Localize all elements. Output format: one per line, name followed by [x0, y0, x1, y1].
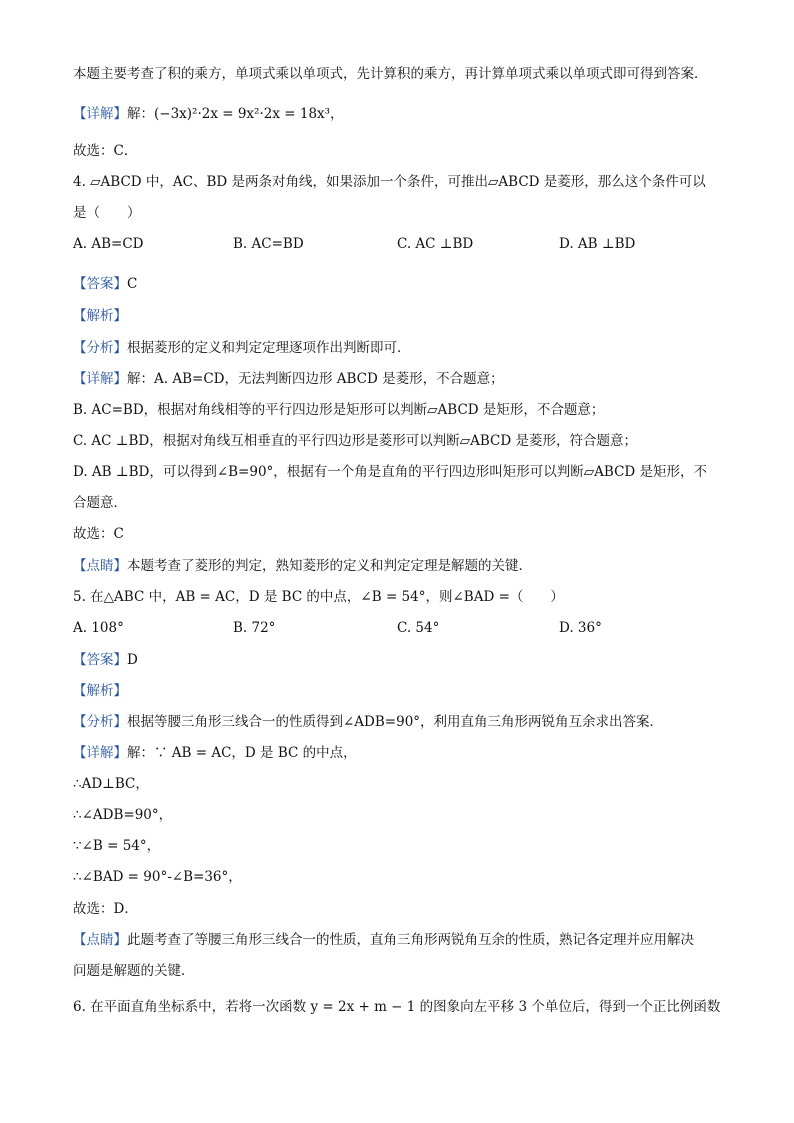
analysis-header	[73, 681, 127, 701]
text-content: 根据菱形的定义和判定定理逐项作出判断即可．	[127, 340, 411, 356]
q5-option-d: D. 36°	[559, 620, 602, 636]
text-line	[73, 930, 694, 950]
text-line: 故选：D．	[73, 901, 138, 917]
detail-tag: 【详解】	[73, 745, 127, 761]
question-4-stem: 4. ▱ABCD 中，AC、BD 是两条对角线，如果添加一个条件，可推出▱ABCD 是菱形，那么这个条件可以	[73, 174, 706, 190]
answer-value: C	[127, 276, 138, 292]
text-line	[73, 104, 344, 124]
analysis-tag: 【解析】	[73, 683, 127, 699]
q5-option-a: A. 108°	[73, 620, 124, 636]
text-line: 本题主要考查了积的乘方，单项式乘以单项式，先计算积的乘方，再计算单项式乘以单项式即可得到答案．	[73, 66, 708, 82]
text-content: 解：(−3x)²·2x = 9x²·2x = 18x³，	[127, 106, 344, 122]
q4-option-d: D. AB ⊥BD	[559, 236, 636, 252]
analysis-header	[73, 306, 127, 326]
text-line: 合题意．	[73, 495, 127, 511]
text-line: ∴∠BAD = 90°-∠B=36°，	[73, 869, 242, 885]
question-6-stem: 6. 在平面直角坐标系中，若将一次函数 y = 2x + m − 1 的图象向左平移 3 个单位后，得到一个正比例函数	[73, 999, 721, 1015]
analysis-tag: 【解析】	[73, 308, 127, 324]
text-line: 故选：C．	[73, 143, 138, 159]
q5-option-c: C. 54°	[397, 620, 440, 636]
text-line: 故选：C	[73, 526, 124, 542]
analysis-sub-tag: 【分析】	[73, 340, 127, 356]
text-line	[73, 743, 357, 763]
comment-tag: 【点睛】	[73, 932, 127, 948]
answer-line	[73, 650, 138, 670]
answer-value: D	[127, 652, 138, 668]
text-content: 本题考查了菱形的判定，熟知菱形的定义和判定定理是解题的关键．	[127, 558, 532, 574]
answer-tag: 【答案】	[73, 652, 127, 668]
answer-line	[73, 274, 137, 294]
text-line: 问题是解题的关键．	[73, 963, 195, 979]
analysis-sub-tag: 【分析】	[73, 714, 127, 730]
text-line: ∴AD⊥BC，	[73, 776, 149, 792]
text-line: C. AC ⊥BD，根据对角线互相垂直的平行四边形是菱形可以判断▱ABCD 是菱形，符合题意；	[73, 433, 637, 449]
text-line	[73, 712, 663, 732]
text-line: ∴∠ADB=90°，	[73, 807, 173, 823]
detail-tag: 【详解】	[73, 371, 127, 387]
q4-option-b: B. AC=BD	[233, 236, 304, 252]
text-content: 解：∵ AB = AC，D 是 BC 的中点，	[127, 745, 357, 761]
q4-option-a: A. AB=CD	[73, 236, 144, 252]
q5-option-b: B. 72°	[233, 620, 276, 636]
text-content: 解：A. AB=CD，无法判断四边形 ABCD 是菱形，不合题意；	[127, 371, 504, 387]
question-5-stem: 5. 在△ABC 中，AB = AC，D 是 BC 的中点，∠B = 54°，则∠BAD =（ ）	[73, 589, 564, 605]
text-line: D. AB ⊥BD，可以得到∠B=90°，根据有一个角是直角的平行四边形叫矩形可以判断▱ABCD 是矩形，不	[73, 464, 708, 480]
text-line	[73, 556, 532, 576]
question-4-stem-cont: 是（ ）	[73, 205, 141, 221]
answer-tag: 【答案】	[73, 276, 127, 292]
text-line: B. AC=BD，根据对角线相等的平行四边形是矩形可以判断▱ABCD 是矩形，不合题意；	[73, 402, 605, 418]
text-line: ∵∠B = 54°，	[73, 838, 161, 854]
text-content: 根据等腰三角形三线合一的性质得到∠ADB=90°，利用直角三角形两锐角互余求出答案．	[127, 714, 664, 730]
comment-tag: 【点睛】	[73, 558, 127, 574]
text-line	[73, 338, 411, 358]
text-content: 此题考查了等腰三角形三线合一的性质，直角三角形两锐角互余的性质，熟记各定理并应用解决	[127, 932, 694, 948]
detail-tag: 【详解】	[73, 106, 127, 122]
text-line	[73, 369, 504, 389]
q4-option-c: C. AC ⊥BD	[397, 236, 474, 252]
